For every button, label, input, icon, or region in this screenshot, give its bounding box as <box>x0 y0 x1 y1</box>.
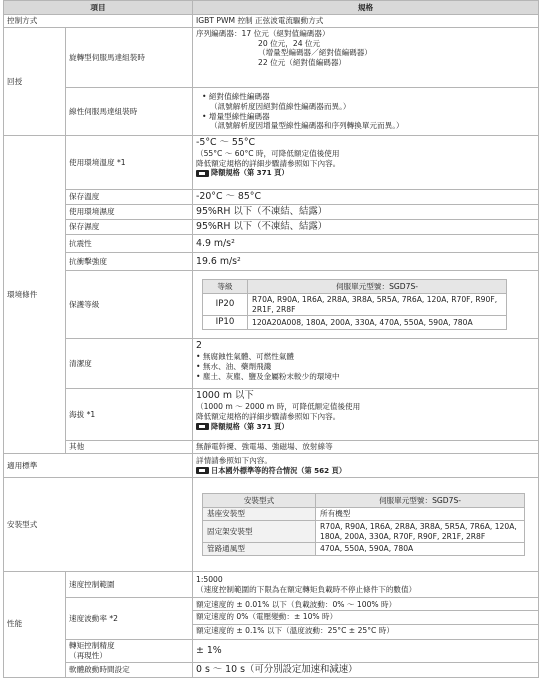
standards-ref-link[interactable]: 日本國外標準等的符合情況（第 562 頁） <box>211 465 347 475</box>
standards-label: 適用標準 <box>4 454 193 478</box>
linear-value: • 絕對值線性編碼器 （訊號解析度因絕對值線性編碼器而異。） • 增量型線性編碼器 （訊號解析度因增量型線性編碼器和序列轉換單元而異。） <box>193 88 539 136</box>
storage-humidity-label: 保存濕度 <box>66 220 193 235</box>
rotary-label: 旋轉型伺服馬達組裝時 <box>66 28 193 88</box>
env-label: 環境條件 <box>4 136 66 454</box>
linear-label: 線性伺服馬達組裝時 <box>66 88 193 136</box>
other-value: 無靜電幹擾、強電場、強磁場、放射線等 <box>193 441 539 454</box>
control-label: 控制方式 <box>4 15 193 28</box>
performance-label: 性能 <box>4 572 66 677</box>
temp-value: -5°C ～ 55°C （55°C ～ 60°C 時，可降低額定值後使用 降低額定規格的詳細步驟請參照如下內容。 降額規格（第 371 頁） <box>193 136 539 190</box>
table-row <box>203 508 525 521</box>
header-row <box>4 1 539 15</box>
softstart-value: 0 s ～ 10 s（可分別設定加速和減速） <box>193 662 539 677</box>
softstart-label: 軟體啟動時間設定 <box>66 662 193 677</box>
storage-temp-value: -20°C ～ 85°C <box>193 190 539 205</box>
temp-label: 使用環境溫度 *1 <box>66 136 193 190</box>
table-row <box>203 520 525 542</box>
mounting-models: R70A, R90A, 1R6A, 2R8A, 3R8A, 5R5A, 7R6A, 120A, 180A, 200A, 330A, R70F, R90F, 2R1F, 2R8F <box>316 520 525 542</box>
protection-models: 120A20A008, 180A, 200A, 330A, 470A, 550A, 590A, 780A <box>248 316 507 330</box>
control-value: IGBT PWM 控制 正弦波電流驅動方式 <box>193 15 539 28</box>
torque-value: ± 1% <box>193 640 539 662</box>
mounting-type: 固定架安裝型 <box>203 520 316 542</box>
reference-icon <box>196 467 209 474</box>
header-item: 項目 <box>4 1 193 15</box>
mounting-col-models: 伺服單元型號：SGD7S- <box>316 494 525 508</box>
temp-ref-link[interactable]: 降額規格（第 371 頁） <box>211 168 289 178</box>
speed-range-value: 1:5000 （速度控制範圍的下限為在額定轉矩負載時不停止條件下的數值） <box>193 572 539 598</box>
speed-var-label: 速度波動率 *2 <box>66 598 193 640</box>
humidity-value: 95%RH 以下（不凍結、結露） <box>193 205 539 220</box>
speed-range-label: 速度控制範圍 <box>66 572 193 598</box>
vibration-label: 抗震性 <box>66 235 193 253</box>
speed-var-value: 額定速度的 ± 0.01% 以下（負載波動：0% ～ 100% 時） 額定速度的 0%（電壓變動：± 10% 時） 額定速度的 ± 0.1% 以下（溫度波動：25°C ± 25°C 時） <box>193 598 539 640</box>
protection-label: 保護等級 <box>66 271 193 339</box>
shock-value: 19.6 m/s² <box>193 253 539 271</box>
vibration-value: 4.9 m/s² <box>193 235 539 253</box>
standards-value: 詳情請參照如下內容。 日本國外標準等的符合情況（第 562 頁） <box>193 454 539 478</box>
rotary-value: 序列編碼器：17 位元（絕對值編碼器） 20 位元，24 位元 （增量型編碼器／絕對值編碼器） 22 位元（絕對值編碼器） <box>193 28 539 88</box>
mounting-models: 所有機型 <box>316 508 525 521</box>
mounting-type: 管路通風型 <box>203 543 316 556</box>
table-row <box>203 543 525 556</box>
header-spec: 規格 <box>193 1 539 15</box>
shock-label: 抗衝擊強度 <box>66 253 193 271</box>
protection-col-grade: 等級 <box>203 279 248 293</box>
protection-value <box>193 271 539 339</box>
spec-table <box>3 0 539 678</box>
protection-grade: IP20 <box>203 293 248 315</box>
storage-temp-label: 保存溫度 <box>66 190 193 205</box>
cleanliness-label: 清潔度 <box>66 339 193 389</box>
altitude-ref-link[interactable]: 降額規格（第 371 頁） <box>211 421 289 431</box>
mounting-type: 基座安裝型 <box>203 508 316 521</box>
mounting-value <box>193 478 539 572</box>
storage-humidity-value: 95%RH 以下（不凍結、結露） <box>193 220 539 235</box>
table-row <box>203 293 507 315</box>
other-label: 其他 <box>66 441 193 454</box>
reference-icon <box>196 170 209 177</box>
protection-table <box>202 279 507 330</box>
mounting-models: 470A, 550A, 590A, 780A <box>316 543 525 556</box>
cleanliness-value: 2 • 無腐蝕性氣體、可燃性氣體 • 無水、油、藥劑飛濺 • 塵土、灰塵、鹽及金屬粉末較少的環境中 <box>193 339 539 389</box>
reference-icon <box>196 423 209 430</box>
altitude-value: 1000 m 以下 （1000 m ～ 2000 m 時，可降低額定值後使用 降低額定規格的詳細步驟請參照如下內容。 降額規格（第 371 頁） <box>193 389 539 441</box>
mounting-label: 安裝型式 <box>4 478 193 572</box>
torque-label: 轉矩控制精度 （再現性） <box>66 640 193 662</box>
humidity-label: 使用環境濕度 <box>66 205 193 220</box>
table-row <box>203 316 507 330</box>
protection-models: R70A, R90A, 1R6A, 2R8A, 3R8A, 5R5A, 7R6A, 120A, R70F, R90F, 2R1F, 2R8F <box>248 293 507 315</box>
mounting-table <box>202 493 525 556</box>
mounting-col-type: 安裝型式 <box>203 494 316 508</box>
altitude-label: 海拔 *1 <box>66 389 193 441</box>
feedback-label: 回授 <box>4 28 66 136</box>
protection-grade: IP10 <box>203 316 248 330</box>
protection-col-models: 伺服單元型號：SGD7S- <box>248 279 507 293</box>
